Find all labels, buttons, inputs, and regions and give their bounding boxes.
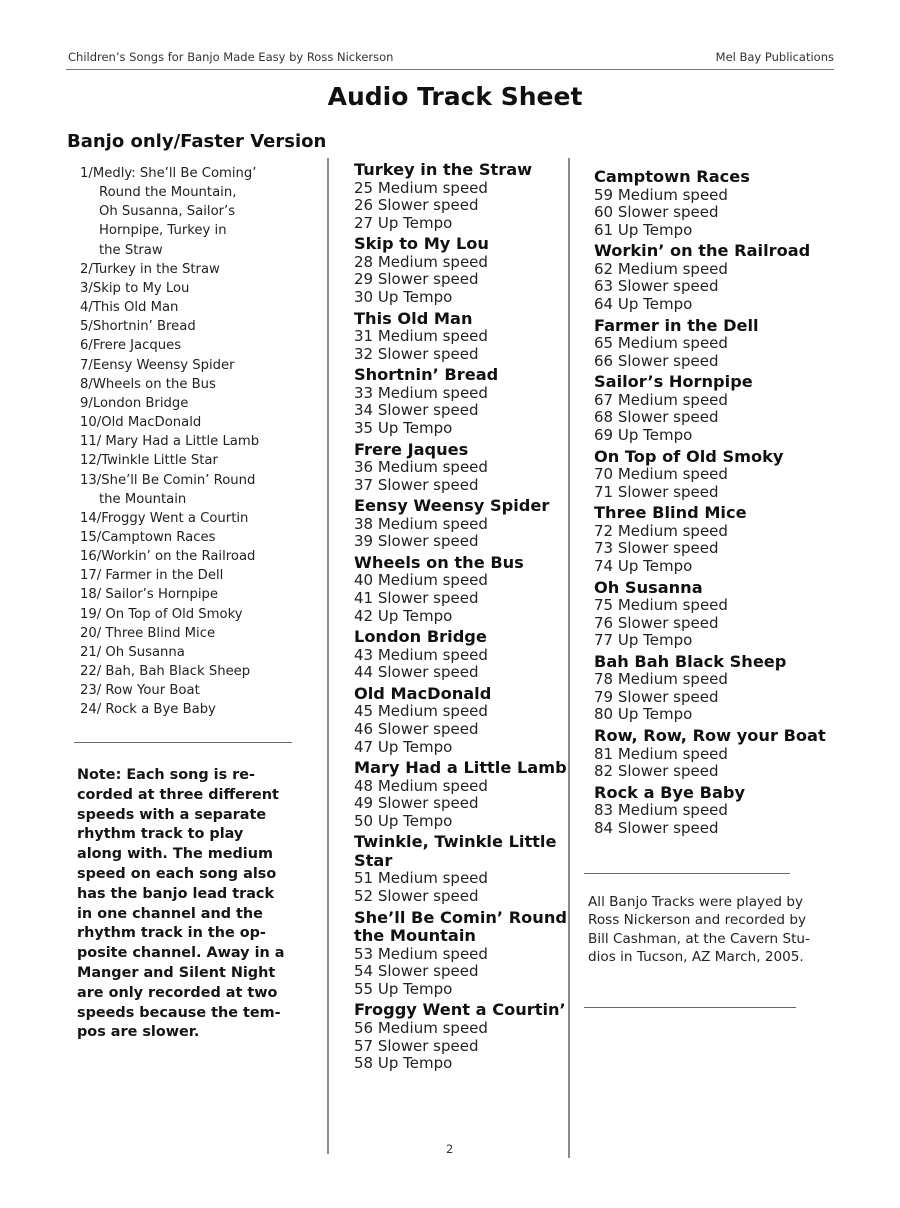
banjo-only-track-list	[80, 164, 310, 720]
track-entry: 35 Up Tempo	[354, 418, 453, 437]
track-entry: 44 Slower speed	[354, 663, 479, 682]
song-title-line: She’ll Be Comin’ Round	[354, 907, 567, 927]
song-title-line: Farmer in the Dell	[594, 315, 759, 335]
page-number: 2	[446, 1142, 454, 1156]
song-title-line: Workin’ on the Railroad	[594, 241, 811, 261]
track-entry: 56 Medium speed	[354, 1018, 488, 1037]
track-entry: 42 Up Tempo	[354, 606, 453, 625]
track-entry: 83 Medium speed	[594, 801, 728, 820]
track-entry: 63 Slower speed	[594, 277, 719, 296]
track-entry: 73 Slower speed	[594, 539, 719, 558]
note-line: are only recorded at two	[77, 984, 278, 1001]
track-entry: 51 Medium speed	[354, 869, 488, 888]
track-list-item: 20/ Three Blind Mice	[80, 625, 216, 641]
song-title-line: Turkey in the Straw	[354, 160, 533, 179]
track-list-item: 8/Wheels on the Bus	[80, 376, 216, 392]
song-title-line: Old MacDonald	[354, 683, 492, 703]
track-list-item: 23/ Row Your Boat	[80, 683, 200, 699]
song-title	[594, 727, 834, 746]
track-entry: 58 Up Tempo	[354, 1054, 453, 1073]
track-entry: 64 Up Tempo	[594, 294, 693, 313]
track-list-item: 5/Shortnin’ Bread	[80, 319, 196, 335]
note-line: Manger and Silent Night	[77, 964, 276, 981]
song-track-column-2	[354, 161, 568, 1073]
track-entry: 61 Up Tempo	[594, 220, 693, 239]
song-title	[354, 310, 568, 329]
track-list-item: 2/Turkey in the Straw	[80, 261, 220, 277]
track-entry: 81 Medium speed	[594, 744, 728, 763]
song-title	[594, 242, 834, 261]
song-title	[594, 579, 834, 598]
note-line: speed on each song also	[77, 865, 277, 882]
track-list-item: Round the Mountain,	[99, 185, 237, 201]
credit-line: All Banjo Tracks were played by	[588, 894, 804, 910]
track-entry: 80 Up Tempo	[594, 705, 693, 724]
track-entry: 60 Slower speed	[594, 203, 719, 222]
track-entry: 53 Medium speed	[354, 944, 488, 963]
track-list-item: Oh Susanna, Sailor’s	[99, 204, 236, 220]
track-entry: 69 Up Tempo	[594, 425, 693, 444]
track-entry: 74 Up Tempo	[594, 556, 693, 575]
track-entry: 66 Slower speed	[594, 351, 719, 370]
track-entry: 65 Medium speed	[594, 334, 728, 353]
song-title-line: Camptown Races	[594, 167, 750, 186]
track-list-item: 16/Workin’ on the Railroad	[80, 549, 256, 565]
track-entry: 27 Up Tempo	[354, 213, 453, 232]
track-list-item: 3/Skip to My Lou	[80, 280, 190, 296]
track-entry: 26 Slower speed	[354, 196, 479, 215]
song-title	[594, 784, 834, 803]
track-entry: 68 Slower speed	[594, 408, 719, 427]
note-line: posite channel. Away in a	[77, 945, 285, 962]
song-title	[354, 759, 568, 778]
song-title	[354, 161, 568, 180]
track-list-item: 17/ Farmer in the Dell	[80, 568, 224, 584]
track-entry: 59 Medium speed	[594, 185, 728, 204]
track-entry: 28 Medium speed	[354, 252, 488, 271]
song-title-line: Eensy Weensy Spider	[354, 496, 550, 516]
song-title-line: Frere Jaques	[354, 439, 469, 459]
song-title	[354, 833, 568, 870]
track-entry: 55 Up Tempo	[354, 979, 453, 998]
song-title-line: Oh Susanna	[594, 577, 703, 597]
track-entry: 48 Medium speed	[354, 776, 488, 795]
track-entry: 62 Medium speed	[594, 259, 728, 278]
track-entry: 82 Slower speed	[594, 762, 719, 781]
track-entry: 45 Medium speed	[354, 702, 488, 721]
track-entry: 76 Slower speed	[594, 613, 719, 632]
track-entry: 32 Slower speed	[354, 344, 479, 363]
track-list-item: 7/Eensy Weensy Spider	[80, 357, 235, 373]
column-divider-2	[568, 158, 570, 1158]
track-list-item: 13/She’ll Be Comin’ Round	[80, 472, 256, 488]
track-entry: 43 Medium speed	[354, 645, 488, 664]
track-entry: 46 Slower speed	[354, 719, 479, 738]
running-header-title: Children’s Songs for Banjo Made Easy by Ross Nickerson	[68, 50, 394, 64]
credits-divider-top	[584, 873, 790, 874]
song-title-line: Shortnin’ Bread	[354, 365, 499, 385]
song-title	[354, 554, 568, 573]
song-title-line: On Top of Old Smoky	[594, 446, 784, 466]
song-title-line: London Bridge	[354, 627, 487, 647]
song-title-line: Sailor’s Hornpipe	[594, 372, 753, 392]
track-list-item: 9/London Bridge	[80, 395, 189, 411]
song-track-column-3	[594, 168, 834, 837]
recording-credits	[588, 893, 824, 967]
note-line: has the banjo lead track	[77, 885, 275, 902]
track-entry: 31 Medium speed	[354, 327, 488, 346]
song-title	[354, 235, 568, 254]
track-entry: 37 Slower speed	[354, 475, 479, 494]
song-title	[594, 317, 834, 336]
track-entry: 33 Medium speed	[354, 383, 488, 402]
recording-note	[77, 766, 295, 1043]
track-list-item: 21/ Oh Susanna	[80, 644, 185, 660]
page-title: Audio Track Sheet	[327, 82, 583, 111]
track-list-item: 1/Medly: She’ll Be Coming’	[80, 166, 257, 181]
running-header-publisher: Mel Bay Publications	[715, 50, 834, 64]
track-list-item: 11/ Mary Had a Little Lamb	[80, 434, 260, 450]
song-title	[354, 497, 568, 516]
track-entry: 67 Medium speed	[594, 390, 728, 409]
song-title-line: Wheels on the Bus	[354, 552, 524, 572]
track-entry: 25 Medium speed	[354, 178, 488, 197]
track-entry: 34 Slower speed	[354, 401, 479, 420]
column1-heading: Banjo only/Faster Version	[67, 131, 327, 152]
track-entry: 84 Slower speed	[594, 818, 719, 837]
note-line: corded at three different	[77, 786, 279, 803]
credit-line: dios in Tucson, AZ March, 2005.	[588, 949, 804, 966]
song-title-line: Bah Bah Black Sheep	[594, 651, 787, 671]
song-title	[354, 909, 568, 946]
track-entry: 41 Slower speed	[354, 589, 479, 607]
song-title-line: Three Blind Mice	[594, 503, 747, 523]
song-title-line: Froggy Went a Courtin’	[354, 1000, 566, 1020]
song-title-line: Skip to My Lou	[354, 234, 489, 254]
song-title	[354, 628, 568, 647]
credit-line: Bill Cashman, at the Cavern Stu-	[588, 930, 810, 947]
track-entry: 77 Up Tempo	[594, 631, 693, 650]
track-list-item: Hornpipe, Turkey in	[99, 223, 227, 239]
track-list-item: 15/Camptown Races	[80, 529, 216, 545]
track-list-item: 6/Frere Jacques	[80, 338, 182, 354]
track-entry: 75 Medium speed	[594, 596, 728, 614]
song-title-line: This Old Man	[354, 308, 473, 328]
track-entry: 57 Slower speed	[354, 1036, 479, 1055]
track-entry: 78 Medium speed	[594, 670, 728, 689]
note-line: in one channel and the	[77, 905, 263, 922]
song-title	[594, 448, 834, 467]
track-entry: 39 Slower speed	[354, 532, 479, 551]
header-divider	[66, 69, 834, 70]
note-line: rhythm track to play	[77, 826, 244, 843]
song-title	[354, 1001, 568, 1020]
track-entry: 54 Slower speed	[354, 962, 479, 981]
song-title	[354, 685, 568, 704]
track-list-item: 12/Twinkle Little Star	[80, 453, 218, 469]
song-title-line: the Mountain	[354, 926, 476, 946]
track-entry: 52 Slower speed	[354, 887, 479, 906]
track-entry: 30 Up Tempo	[354, 287, 453, 306]
track-entry: 70 Medium speed	[594, 465, 728, 484]
track-list-item: 19/ On Top of Old Smoky	[80, 606, 243, 622]
track-entry: 71 Slower speed	[594, 482, 719, 501]
note-divider	[74, 742, 292, 743]
song-title-line: Mary Had a Little Lamb	[354, 758, 567, 778]
song-title-line: Row, Row, Row your Boat	[594, 726, 826, 746]
track-entry: 36 Medium speed	[354, 458, 488, 477]
track-entry: 38 Medium speed	[354, 514, 488, 533]
song-title	[594, 168, 834, 187]
track-entry: 79 Slower speed	[594, 687, 719, 706]
song-title-line: Twinkle, Twinkle Little	[354, 832, 557, 852]
note-line: Note: Each song is re-	[77, 767, 256, 783]
track-list-item: 24/ Rock a Bye Baby	[80, 702, 216, 718]
track-entry: 72 Medium speed	[594, 521, 728, 540]
song-title-line: Star	[354, 850, 393, 870]
credit-line: Ross Nickerson and recorded by	[588, 912, 807, 929]
track-entry: 40 Medium speed	[354, 571, 488, 590]
track-list-item: the Mountain	[99, 491, 187, 507]
note-line: speeds with a separate	[77, 806, 267, 823]
track-list-item: 18/ Sailor’s Hornpipe	[80, 587, 218, 603]
track-entry: 29 Slower speed	[354, 270, 479, 289]
track-list-item: 22/ Bah, Bah Black Sheep	[80, 664, 251, 680]
song-title	[354, 366, 568, 385]
note-line: speeds because the tem-	[77, 1004, 281, 1021]
song-title	[354, 441, 568, 460]
song-title	[594, 373, 834, 392]
track-list-item: 10/Old MacDonald	[80, 415, 202, 431]
credits-divider-bottom	[584, 1007, 796, 1008]
track-entry: 49 Slower speed	[354, 794, 479, 813]
note-line: along with. The medium	[77, 846, 273, 863]
track-list-item: 14/Froggy Went a Courtin	[80, 510, 249, 526]
column-divider-1	[327, 158, 329, 1154]
track-entry: 47 Up Tempo	[354, 737, 453, 756]
song-title-line: Rock a Bye Baby	[594, 782, 746, 802]
track-entry: 50 Up Tempo	[354, 811, 453, 830]
track-list-item: the Straw	[99, 242, 163, 258]
note-line: pos are slower.	[77, 1024, 200, 1041]
song-title	[594, 504, 834, 523]
note-line: rhythm track in the op-	[77, 925, 266, 942]
song-title	[594, 653, 834, 672]
track-list-item: 4/This Old Man	[80, 300, 179, 316]
